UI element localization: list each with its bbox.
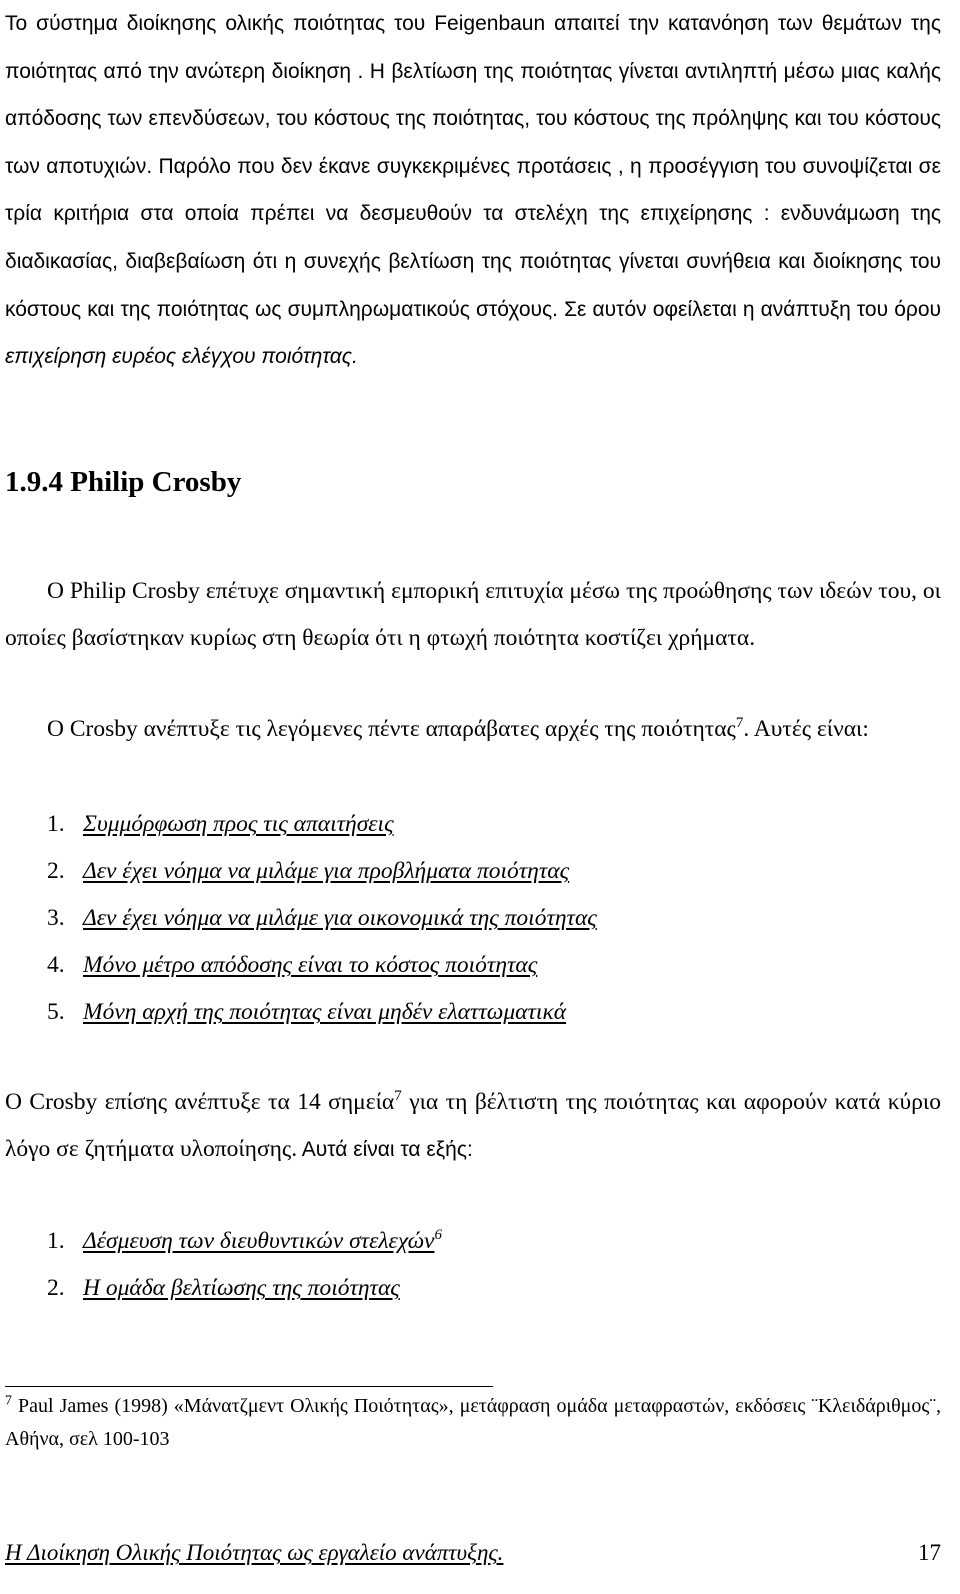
list-item: 2. Η ομάδα βελτίωσης της ποιότητας bbox=[47, 1275, 400, 1301]
crosby-paragraph-1 bbox=[5, 568, 941, 662]
crosby-paragraph-2-tail: . Αυτές είναι: bbox=[743, 716, 869, 742]
crosby-paragraph-1-text: Ο Philip Crosby επέτυχε σημαντική εμπορική επιτυχία μέσω της προώθησης των ιδεών του, οι οποίες βασίστηκαν κυρίως στη θεωρία ότι η φτωχή ποιότητα κοστίζει χρήματα. bbox=[5, 578, 941, 651]
intro-paragraph bbox=[5, 0, 941, 381]
crosby-paragraph-3 bbox=[5, 1079, 941, 1173]
list-item: 1. Δέσμευση των διευθυντικών στελεχών$^6$ bbox=[47, 1227, 442, 1254]
footer-title: Η Διοίκηση Ολικής Ποιότητας ως εργαλείο ανάπτυξης. bbox=[5, 1540, 504, 1565]
intro-text: Το σύστημα διοίκησης ολικής ποιότητας του Feigenbaun απαιτεί την κατανόηση των θεμάτων της ποιότητας από την ανώτερη διοίκηση . Η βελτίωση της ποιότητας γίνεται αντιληπτή μέσω μιας καλής απόδοσης των επενδύσεων, του κόστους της ποιότητας, του κόστους της πρόληψης και του κόστους των αποτυχιών. Παρόλο που δεν έκανε συγκεκριμένες προτάσεις , η προσέγγιση του συνοψίζεται σε τρία κριτήρια στα οποία πρέπει να δεσμευθούν τα στελέχη της επιχείρησης : ενδυνάμωση της διαδικασίας, διαβεβαίωση ότι η συνεχής βελτίωση της ποιότητας γίνεται συνήθεια και διοίκησης του κόστους και της ποιότητας ως συμπληρωματικούς στόχους. Σε αυτόν οφείλεται η ανάπτυξη του όρου bbox=[5, 12, 941, 321]
footnote-text: Paul James (1998) «Μάνατζμεντ Ολικής Ποιότητας», μετάφραση ομάδα μεταφραστών, εκδόσεις ¨Κλειδάριθμος¨, Αθήνα, σελ 100-103 bbox=[5, 1395, 941, 1450]
page-number: 17 bbox=[918, 1540, 941, 1565]
crosby-paragraph-3-middle: για τη βέλτιστη της ποιότητας και αφορούν κατά κύριο λόγο σε ζητήματα υλοποίησης. bbox=[5, 1089, 941, 1162]
list-item-text: Μόνο μέτρο απόδοσης είναι το κόστος ποιότητας bbox=[83, 952, 538, 978]
list-item-text: Δεν έχει νόημα να μιλάμε για προβλήματα ποιότητας bbox=[83, 858, 570, 884]
list-item-text: Συμμόρφωση προς τις απαιτήσεις bbox=[83, 811, 394, 837]
footnote-ref: 7 bbox=[394, 1088, 402, 1105]
footnote-ref: 7 bbox=[735, 715, 744, 732]
list-item-text: Δέσμευση των διευθυντικών στελεχών bbox=[83, 1228, 435, 1254]
list-item-text: Μόνη αρχή της ποιότητας είναι μηδέν ελαττωματικά bbox=[83, 999, 567, 1025]
section-heading: 1.9.4 Philip Crosby bbox=[5, 466, 242, 498]
footnote bbox=[5, 1390, 941, 1456]
crosby-paragraph-2 bbox=[5, 706, 941, 753]
list-item: 2. Δεν έχει νόημα να μιλάμε για προβλήματα ποιότητας bbox=[47, 858, 570, 884]
list-item-text: Η ομάδα βελτίωσης της ποιότητας bbox=[83, 1275, 400, 1301]
crosby-paragraph-3-text: Ο Crosby επίσης ανέπτυξε τα 14 σημεία bbox=[5, 1089, 395, 1115]
list-item: 4. Μόνο μέτρο απόδοσης είναι το κόστος ποιότητας bbox=[47, 952, 538, 978]
footnote-separator bbox=[5, 1386, 493, 1387]
list-item-text: Δεν έχει νόημα να μιλάμε για οικονομικά της ποιότητας bbox=[83, 905, 597, 931]
footnote-number: 7 bbox=[5, 1393, 12, 1409]
list-item: 5. Μόνη αρχή της ποιότητας είναι μηδέν ελαττωματικά bbox=[47, 999, 567, 1025]
points-list bbox=[47, 1218, 442, 1312]
footnote-ref: 6 bbox=[434, 1227, 442, 1244]
principles-list bbox=[47, 801, 597, 1036]
intro-emphasis: επιχείρηση ευρέος ελέγχου ποιότητας. bbox=[5, 345, 358, 369]
list-item: 1. Συμμόρφωση προς τις απαιτήσεις bbox=[47, 811, 394, 837]
list-item: 3. Δεν έχει νόημα να μιλάμε για οικονομικά της ποιότητας bbox=[47, 905, 597, 931]
crosby-paragraph-3-tail: Αυτά είναι τα εξής: bbox=[297, 1138, 473, 1161]
page-footer bbox=[5, 1536, 941, 1570]
crosby-paragraph-2-text: Ο Crosby ανέπτυξε τις λεγόμενες πέντε απαράβατες αρχές της ποιότητας bbox=[47, 716, 736, 742]
